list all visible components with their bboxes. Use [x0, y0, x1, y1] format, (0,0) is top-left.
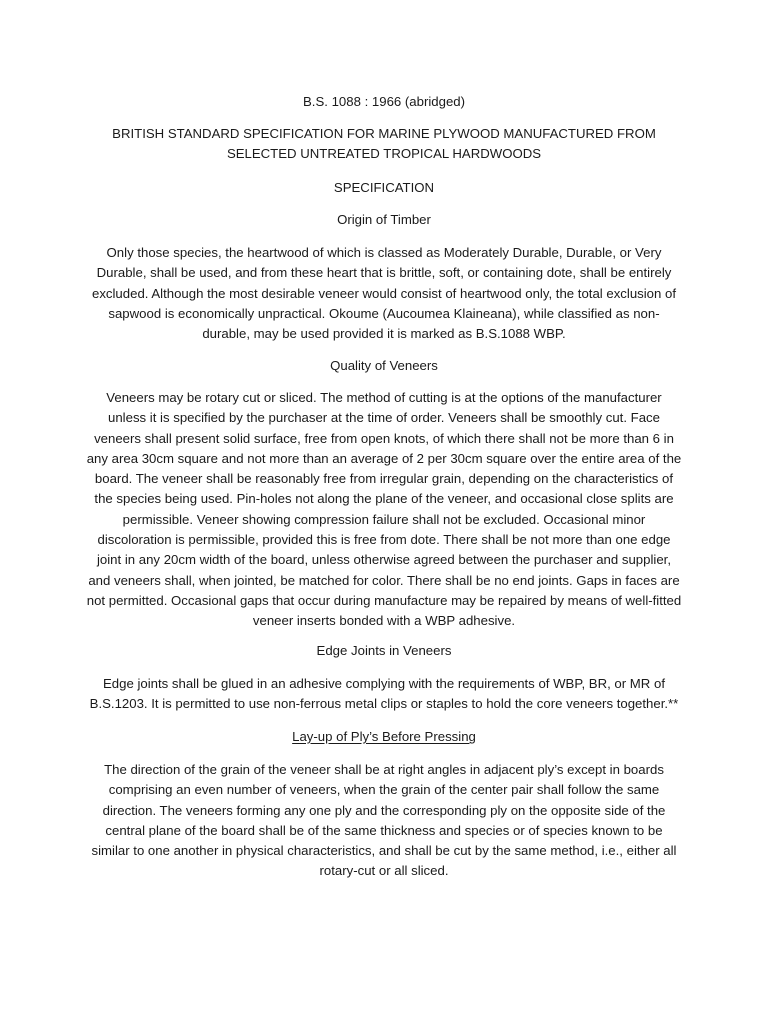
- section-body-quality-of-veneers: Veneers may be rotary cut or sliced. The method of cutting is at the options of the manufacturer unless it is specified by the purchaser at the time of order. Veneers shall be smoothly cut. Face veneers shall present solid surface, free from open knots, of which there shall not be more than 6 in any area 30cm square and not more than an average of 2 per 30cm square over the entire area of the board. The veneer shall be reasonably free from irregular grain, depending on the characteristics of the species being used. Pin-holes not along the plane of the veneer, and occasional close splits are permissible. Veneer showing compression failure shall not be excluded. Occasional minor discoloration is permissible, provided this is free from dote. There shall be not more than one edge joint in any 20cm width of the board, unless otherwise agreed between the purchaser and supplier, and veneers shall, when jointed, be matched for color. There shall be no end joints. Gaps in faces are not permitted. Occasional gaps that occur during manufacture may be repaired by means of well-fitted veneer inserts bonded with a WBP adhesive.: [86, 390, 682, 629]
- section-heading-quality-of-veneers: Quality of Veneers: [330, 358, 438, 373]
- section-body-edge-joints: Edge joints shall be glued in an adhesive complying with the requirements of WBP, BR, or MR of B.S.1203. It is permitted to use non-ferrous metal clips or staples to hold the core veneers together.**: [89, 676, 679, 712]
- section-body-lay-up-of-plys: The direction of the grain of the veneer shall be at right angles in adjacent ply’s except in boards comprising an even number of veneers, when the grain of the center pair shall follow the same direction. The veneers forming any one ply and the corresponding ply on the opposite side of the central plane of the board shall be of the same thickness and species or of species known to be similar to one another in physical characteristics, and shall be cut by the same method, i.e., either all rotary-cut or all sliced.: [91, 762, 677, 879]
- specification-heading: SPECIFICATION: [333, 180, 435, 195]
- document-title: BRITISH STANDARD SPECIFICATION FOR MARINE PLYWOOD MANUFACTURED FROM SELECTED UNTREATED TROPICAL HARDWOODS: [112, 126, 656, 162]
- section-heading-origin-of-timber: Origin of Timber: [337, 212, 431, 227]
- section-heading-lay-up-of-plys: Lay-up of Ply’s Before Pressing: [292, 729, 476, 744]
- section-heading-edge-joints: Edge Joints in Veneers: [316, 643, 452, 658]
- standard-identifier: B.S. 1088 : 1966 (abridged): [302, 94, 466, 109]
- section-body-origin-of-timber: Only those species, the heartwood of which is classed as Moderately Durable, Durable, or Very Durable, shall be used, and from these heart that is brittle, soft, or containing dote, shall be entirely excluded. Although the most desirable veneer would consist of heartwood only, the total exclusion of sapwood is economically unpractical. Okoume (Aucoumea Klaineana), while classified as non-durable, may be used provided it is marked as B.S.1088 WBP.: [91, 245, 677, 342]
